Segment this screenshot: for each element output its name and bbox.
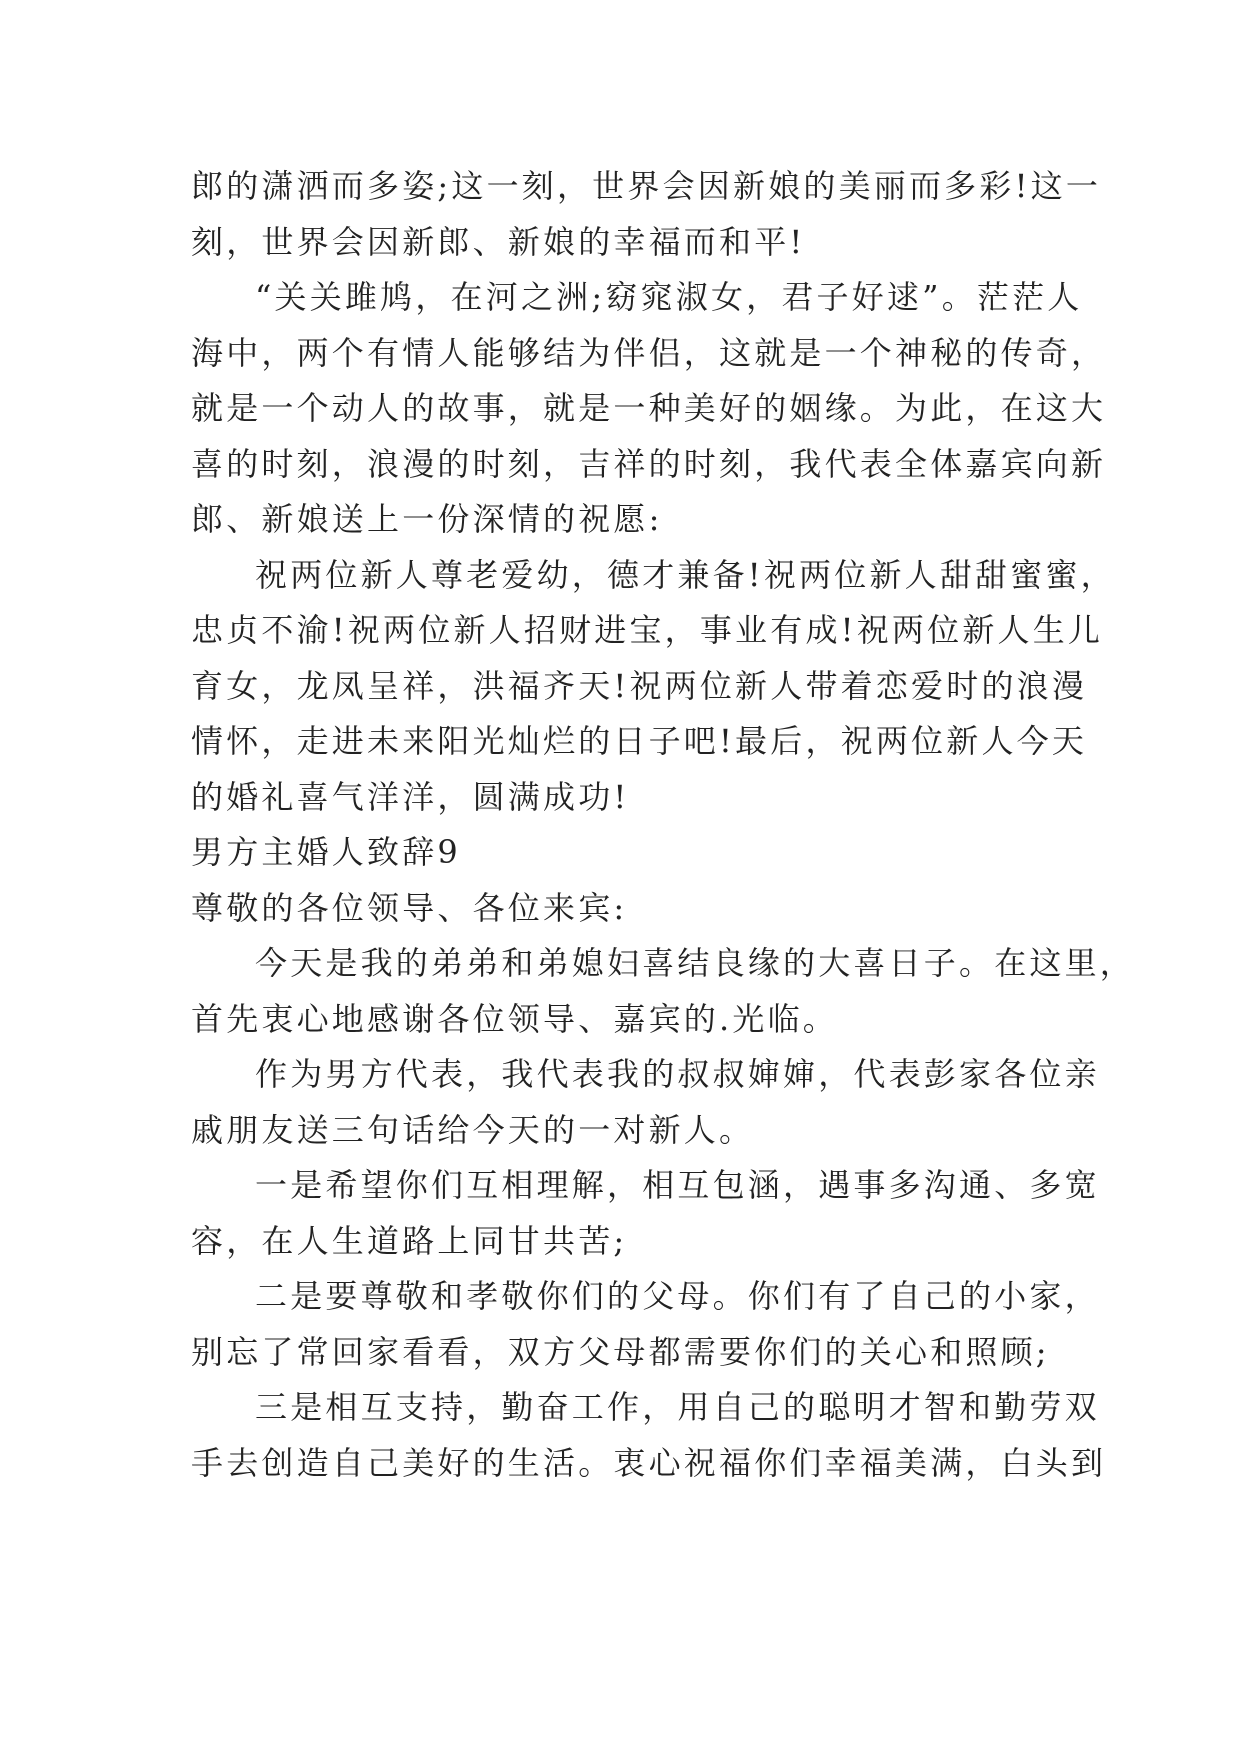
text-line: 情怀，走进未来阳光灿烂的日子吧!最后，祝两位新人今天: [191, 722, 1088, 760]
text-line: 的婚礼喜气洋洋，圆满成功!: [191, 777, 630, 816]
text-line: 祝两位新人尊老爱幼，德才兼备!祝两位新人甜甜蜜蜜，: [255, 555, 1116, 594]
text-line: 一是希望你们互相理解，相互包涵，遇事多沟通、多宽: [255, 1166, 1100, 1204]
salutation: [191, 881, 1051, 937]
text-line: 戚朋友送三句话给今天的一对新人。: [191, 1110, 755, 1149]
text-line: 郎、新娘送上一份深情的祝愿:: [191, 500, 663, 538]
document-body: [191, 159, 1136, 1491]
text-line: 育女，龙凤呈祥，洪福齐天!祝两位新人带着恋爱时的浪漫: [191, 666, 1088, 705]
text-line: 海中，两个有情人能够结为伴侣，这就是一个神秘的传奇，: [191, 333, 1107, 372]
heading-text: 男方主婚人致辞9: [191, 833, 461, 871]
paragraph-continued: [191, 159, 1102, 270]
text-line: 就是一个动人的故事，就是一种美好的姻缘。为此，在这大: [191, 389, 1107, 427]
text-line: 别忘了常回家看看，双方父母都需要你们的关心和照顾;: [191, 1332, 1050, 1371]
text-line: 郎的潇洒而多姿;这一刻，世界会因新娘的美丽而多彩!这一: [191, 167, 1102, 205]
text-line: 刻，世界会因新郎、新娘的幸福而和平!: [191, 222, 806, 261]
text-line: 今天是我的弟弟和弟媳妇喜结良缘的大喜日子。在这里，: [255, 944, 1136, 982]
paragraph-representative: [191, 1047, 1100, 1158]
paragraph-point-three: [191, 1380, 1107, 1491]
text-line: 三是相互支持，勤奋工作，用自己的聪明才智和勤劳双: [255, 1388, 1100, 1426]
text-line: 容，在人生道路上同甘共苦;: [191, 1221, 628, 1260]
paragraph-point-one: [191, 1158, 1100, 1269]
text-line: 尊敬的各位领导、各位来宾:: [191, 888, 628, 927]
text-line: 手去创造自己美好的生活。衷心祝福你们幸福美满，白头到: [191, 1443, 1107, 1482]
text-line: 二是要尊敬和孝敬你们的父母。你们有了自己的小家，: [255, 1277, 1100, 1315]
paragraph-point-two: [191, 1269, 1100, 1380]
text-line: 首先衷心地感谢各位领导、嘉宾的.光临。: [191, 999, 838, 1038]
paragraph-blessings: [191, 548, 1116, 826]
text-line: 喜的时刻，浪漫的时刻，吉祥的时刻，我代表全体嘉宾向新: [191, 444, 1107, 483]
paragraph-opening: [191, 936, 1136, 1047]
section-heading: [191, 825, 1051, 881]
text-line: “关关雎鸠，在河之洲;窈窕淑女，君子好逑”。茫茫人: [255, 278, 1083, 316]
paragraph-quote: [191, 270, 1107, 548]
text-line: 忠贞不渝!祝两位新人招财进宝，事业有成!祝两位新人生儿: [191, 611, 1104, 649]
text-line: 作为男方代表，我代表我的叔叔婶婶，代表彭家各位亲: [255, 1055, 1100, 1093]
